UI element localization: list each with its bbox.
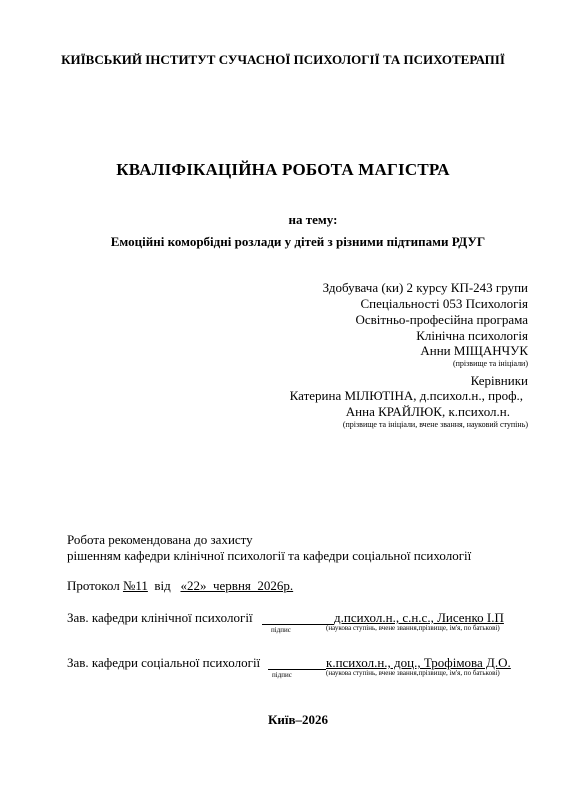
student-line-4: Клінічна психологія [416, 328, 528, 343]
head-clinical-name-caption: (наукова ступінь, вчене звання,прізвище, ім'я, по батькові) [326, 624, 500, 632]
head-clinical-signature-line [262, 624, 334, 625]
topic-label: на тему: [288, 212, 338, 227]
institute-name: КИЇВСЬКИЙ ІНСТИТУТ СУЧАСНОЇ ПСИХОЛОГІЇ ТА ПСИХОТЕРАПІЇ [61, 52, 505, 67]
supervisor-line-2: Анна КРАЙЛЮК, к.психол.н. [345, 404, 510, 419]
protocol-number: №11 [122, 578, 148, 593]
student-line-1: Здобувача (ки) 2 курсу КП-243 групи [322, 280, 528, 295]
recommendation-line-1: Робота рекомендована до захисту [67, 532, 253, 547]
student-line-2: Спеціальності 053 Психологія [360, 296, 528, 311]
student-name: Анни МІЩАНЧУК [420, 343, 528, 358]
head-social-sign-caption: підпис [272, 671, 292, 679]
head-social-label: Зав. кафедри соціальної психології [67, 655, 261, 670]
head-clinical-value: д.психол.н., с.н.с., Лисенко І.П [334, 610, 504, 625]
protocol-line [67, 578, 293, 594]
supervisors-label: Керівники [470, 373, 528, 388]
head-clinical-label: Зав. кафедри клінічної психології [67, 610, 253, 625]
protocol-mid: від [147, 578, 181, 593]
footer-city-year: Київ–2026 [267, 712, 329, 727]
head-social-name-caption: (наукова ступінь, вчене звання,прізвище, ім'я, по батькові) [326, 669, 500, 677]
protocol-prefix: Протокол [67, 578, 123, 593]
head-clinical-sign-caption: підпис [271, 626, 291, 634]
recommendation-line-2: рішенням кафедри клінічної психології та кафедри соціальної психології [67, 548, 472, 563]
student-name-caption: (прізвище та ініціали) [452, 359, 528, 368]
head-social-value: к.психол.н., доц., Трофімова Д.О. [326, 655, 511, 670]
supervisors-caption: (прізвище та ініціали, вчене звання, науковий ступінь) [342, 420, 528, 429]
head-social-signature-line [268, 669, 326, 670]
work-type-title: КВАЛІФІКАЦІЙНА РОБОТА МАГІСТРА [116, 160, 450, 179]
protocol-date: «22» червня 2026р. [180, 578, 294, 593]
topic-text: Емоційні коморбідні розлади у дітей з різними підтипами РДУГ [110, 234, 486, 249]
student-line-3: Освітньо-професійна програма [355, 312, 528, 327]
supervisor-line-1: Катерина МІЛЮТІНА, д.психол.н., проф., [289, 388, 523, 403]
